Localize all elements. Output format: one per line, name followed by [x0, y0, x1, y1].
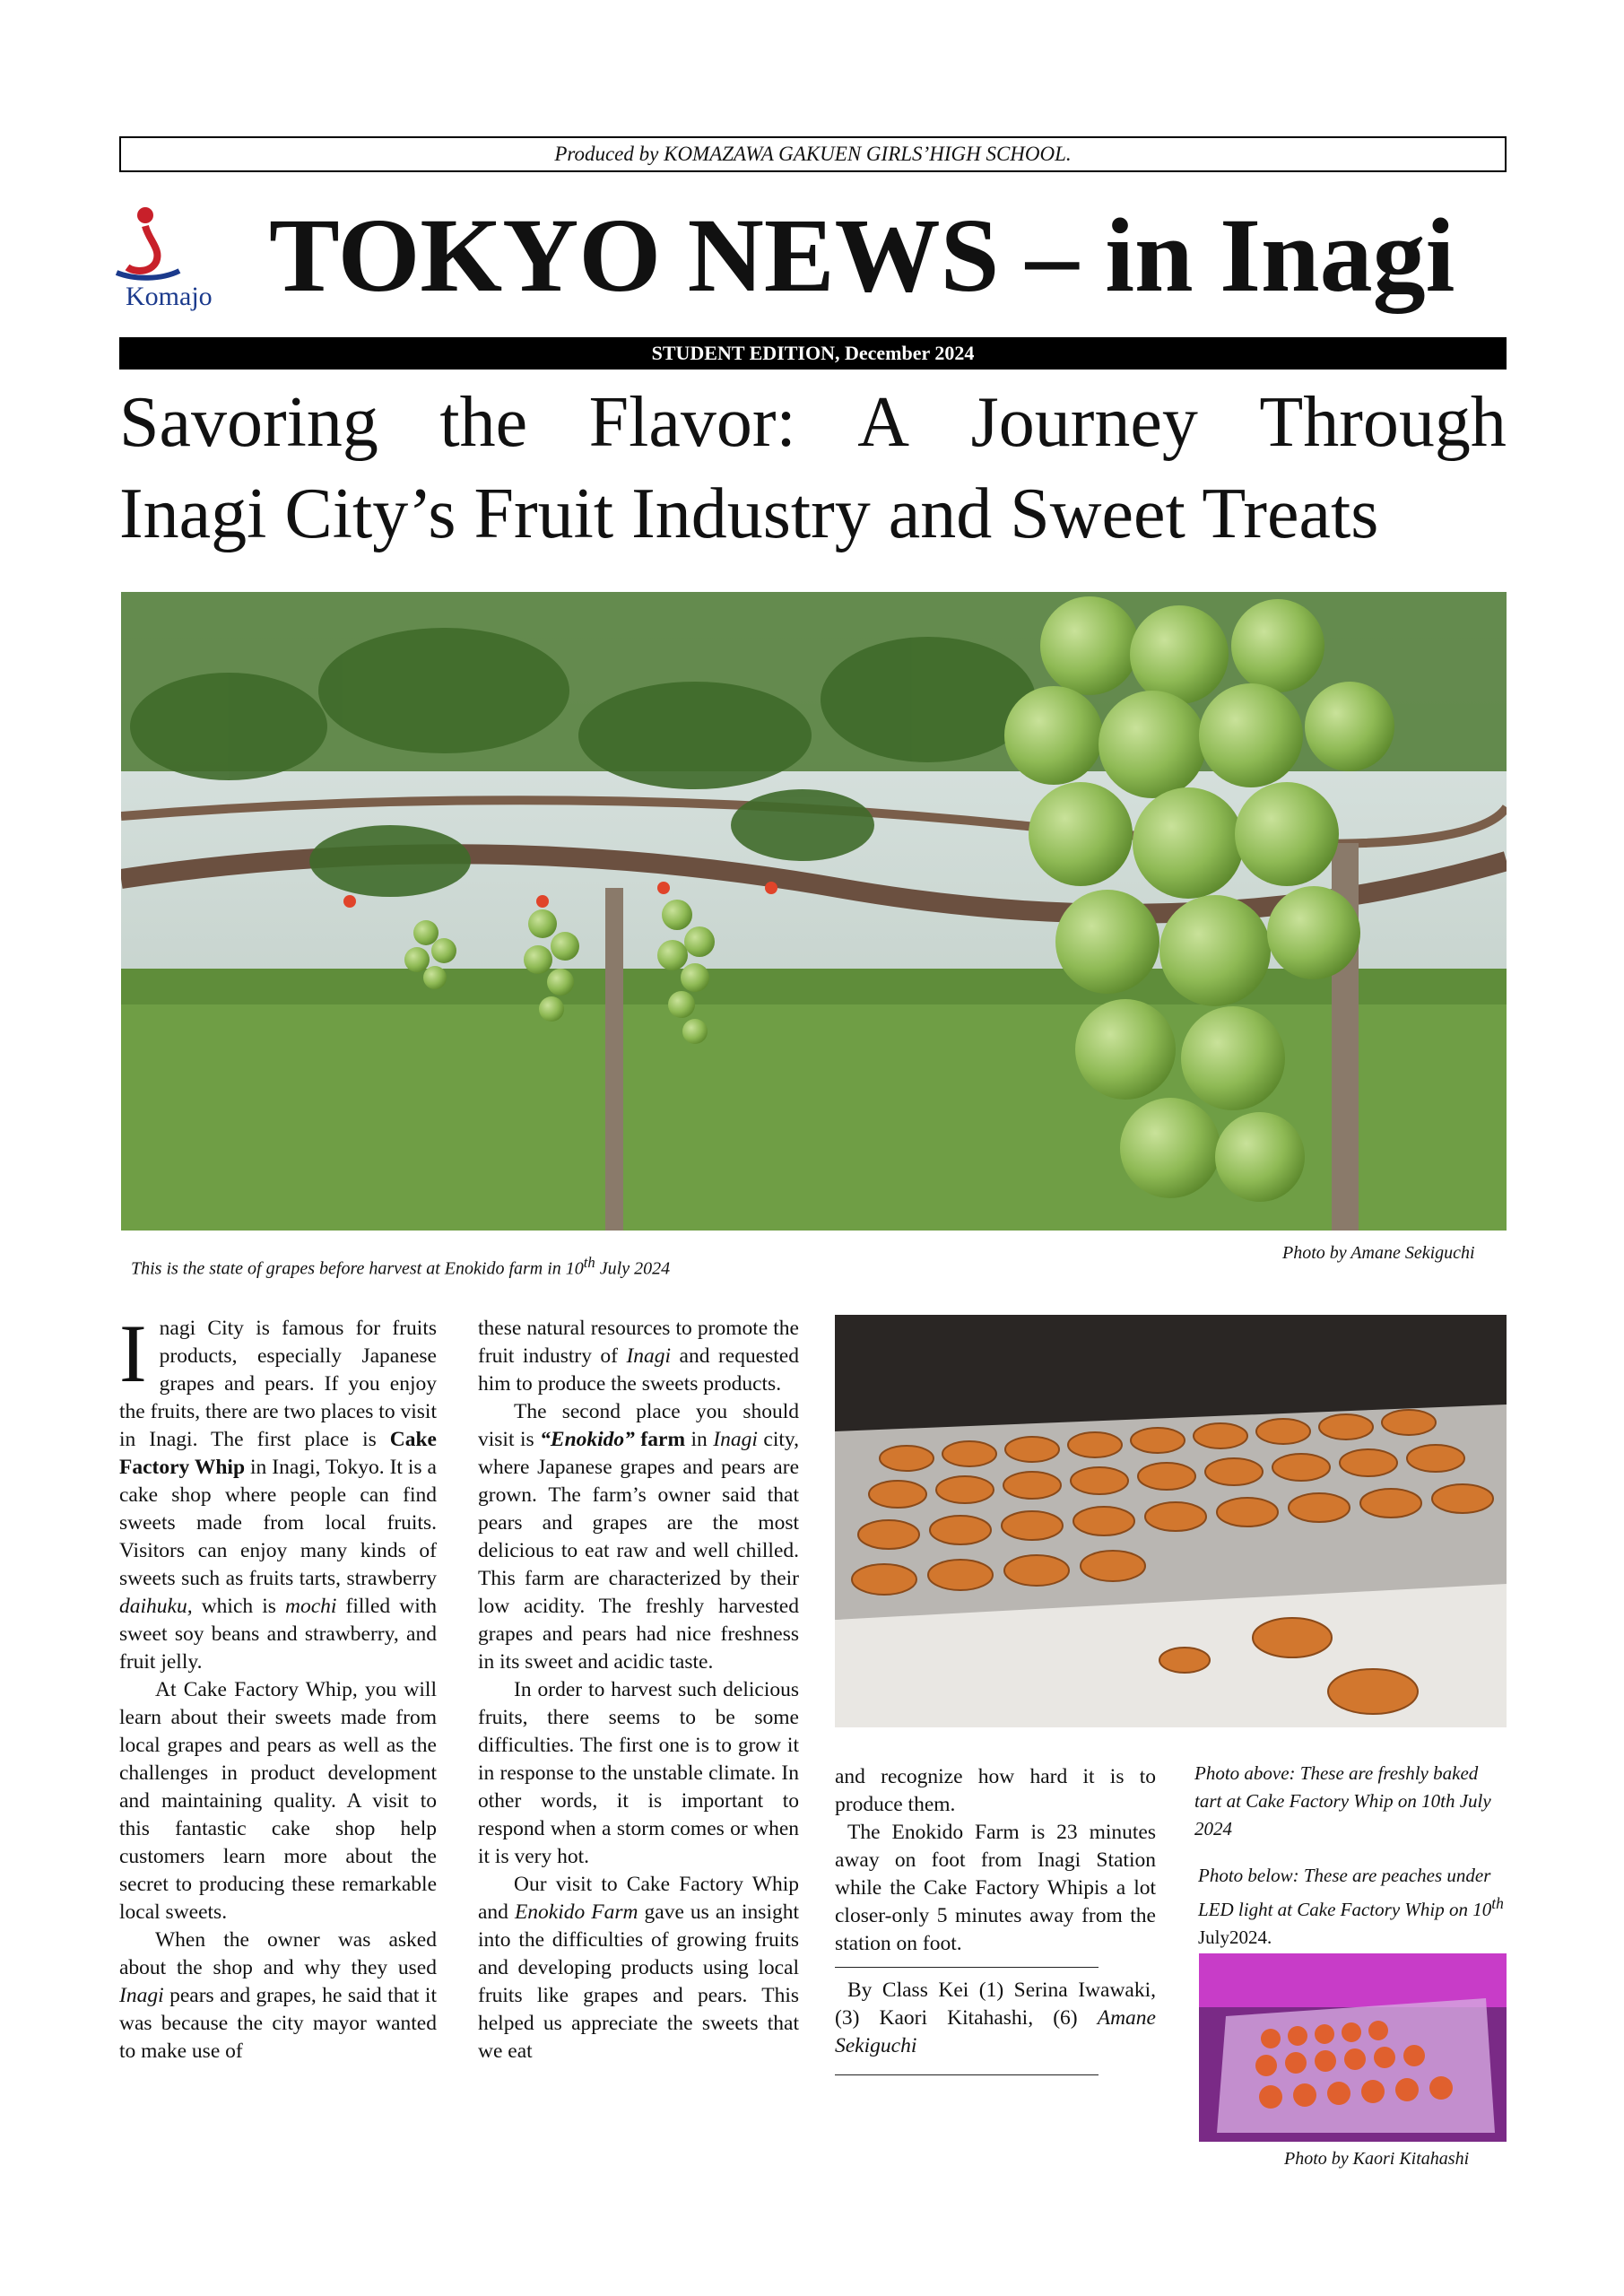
logo-wordmark: Komajo	[126, 282, 213, 311]
producer-line: Produced by KOMAZAWA GAKUEN GIRLS’HIGH SCHOOL.	[119, 136, 1507, 172]
tart-photo-caption: Photo above: These are freshly baked tart at Cake Factory Whip on 10th July 2024	[1194, 1762, 1491, 1839]
peach-photo-credit: Photo by Kaori Kitahashi	[1284, 2149, 1470, 2169]
paragraph: Inagi City is famous for fruits products, especially Japanese grapes and pears. If you enjoy the fruits, there are two places to visit in Inagi. The first place is Cake Factory Whip in Inagi, Tokyo. It is a cake shop where people can find sweets made from local fruits. Visitors can enjoy many kinds of sweets such as fruits tarts, strawberry daihuku, which is mochi filled with sweet soy beans and strawberry, and fruit jelly.	[119, 1308, 438, 1674]
headline-line-2: Inagi City’s Fruit Industry and Sweet Treats	[119, 474, 1379, 553]
headline-word: Journey	[970, 383, 1198, 462]
article-column-1	[119, 1308, 438, 2066]
byline: By Class Kei (1) Serina Iwawaki, (3) Kaori Kitahashi, (6) Amane Sekiguchi	[835, 1979, 1156, 2057]
drop-cap: I	[119, 1308, 147, 1399]
main-photo-caption: This is the state of grapes before harvest at Enokido farm in 10th July 2024	[131, 1254, 671, 1279]
paragraph: Our visit to Cake Factory Whip and Enokido Farm gave us an insight into the difficulties of growing fruits and developing products using local fruits like grapes and pears. This helped us appreciate the sweets that we eat	[478, 1873, 799, 2063]
headline-word: the	[439, 383, 528, 462]
grapes-photo	[121, 592, 1507, 1231]
paragraph: these natural resources to promote the fruit industry of Inagi and requested him to produce the sweets products.	[478, 1317, 799, 1396]
masthead-title: TOKYO NEWS – in Inagi	[269, 196, 1455, 314]
main-photo-credit: Photo by Amane Sekiguchi	[1282, 1243, 1475, 1263]
headline-word: A	[857, 383, 910, 462]
paragraph: At Cake Factory Whip, you will learn about their sweets made from local grapes and pears as well as the challenges in product development and maintaining quality. A visit to this fantastic cake shop help customers learn more about the secret to producing these remarkable local sweets.	[119, 1678, 437, 1924]
headline-word: Savoring	[119, 383, 378, 462]
article-headline	[119, 377, 1507, 560]
divider	[835, 2074, 1099, 2075]
paragraph: In order to harvest such delicious fruits, there seems to be some difficulties. The first one is to grow it in response to the unstable climate. In other words, it is important to respond when a storm comes or when it is very hot.	[478, 1678, 799, 1868]
headline-word: Flavor:	[588, 383, 796, 462]
paragraph: The Enokido Farm is 23 minutes away on foot from Inagi Station while the Cake Factory Whipis a lot closer-only 5 minutes away from the station on foot.	[835, 1821, 1156, 1955]
peach-photo-caption: Photo below: These are peaches under LED light at Cake Factory Whip on 10th July2024.	[1198, 1865, 1504, 1948]
grape-vines-image	[121, 592, 1507, 1231]
article-column-3	[835, 1763, 1156, 2075]
paragraph: The second place you should visit is “Enokido” farm in Inagi city, where Japanese grapes and pears are grown. The farm’s owner said that pears and grapes are the most delicious to eat raw and well chilled. This farm are characterized by their low acidity. The freshly harvested grapes and pears had nice freshness in its sweet and acidic taste.	[478, 1400, 799, 1674]
school-logo	[63, 187, 260, 330]
divider	[835, 1967, 1099, 1968]
article-column-2	[478, 1315, 799, 2066]
peaches-led-image	[1199, 1953, 1507, 2142]
edition-bar: STUDENT EDITION, December 2024	[119, 337, 1507, 370]
paragraph: When the owner was asked about the shop and why they used Inagi pears and grapes, he said that it was because the city mayor wanted to make use of	[119, 1928, 437, 2063]
baked-tarts-image	[835, 1315, 1507, 1727]
paragraph: and recognize how hard it is to produce them.	[835, 1765, 1156, 1816]
peach-photo	[1199, 1953, 1507, 2142]
headline-line-1	[119, 377, 1507, 468]
tart-photo	[835, 1315, 1507, 1727]
headline-word: Through	[1259, 383, 1507, 462]
